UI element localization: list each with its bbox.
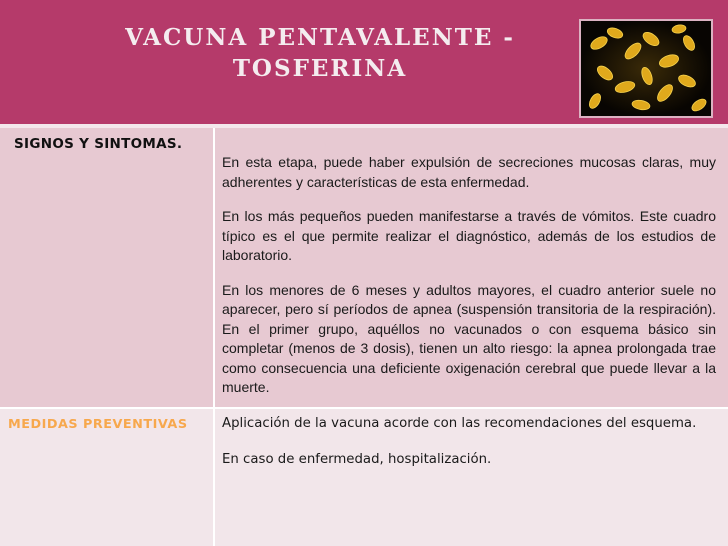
row-content-signos xyxy=(222,153,716,413)
slide-title-line2: TOSFERINA xyxy=(232,55,408,82)
table-row-medidas xyxy=(0,409,728,546)
row-label-signos: SIGNOS Y SINTOMAS. xyxy=(14,136,183,152)
bacteria-microscope-image xyxy=(579,19,713,118)
signos-paragraph-3: En los menores de 6 meses y adultos mayores, el cuadro anterior suele no aparecer, pero sí períodos de apnea (suspensión transitoria de la respiración). En el primer grupo, aquéllos no vacunados o con esquema básico sin completar (menos de 3 dosis), tienen un alto riesgo: la apnea prolongada trae como consecuencia una deficiente oxigenación cerebral que puede llevar a la muerte. xyxy=(222,281,716,395)
column-divider xyxy=(213,128,215,546)
slide-title-line1: VACUNA PENTAVALENTE - xyxy=(125,24,515,51)
info-table xyxy=(0,128,728,546)
signos-paragraph-2: En los más pequeños pueden manifestarse a través de vómitos. Este cuadro típico es el que permite realizar el diagnóstico, además de los estudios de laboratorio. xyxy=(222,208,716,263)
row-divider xyxy=(0,407,728,409)
bacteria-icon xyxy=(581,21,711,116)
row-label-medidas: MEDIDAS PREVENTIVAS xyxy=(8,417,188,432)
medidas-paragraph-2: En caso de enfermedad, hospitalización. xyxy=(222,451,492,467)
signos-paragraph-1: En esta etapa, puede haber expulsión de secreciones mucosas claras, muy adherentes y características de esta enfermedad. xyxy=(222,154,716,190)
medidas-paragraph-1: Aplicación de la vacuna acorde con las recomendaciones del esquema. xyxy=(222,416,697,431)
row-content-medidas xyxy=(222,414,716,485)
slide-header xyxy=(0,0,728,124)
table-row-signos xyxy=(0,128,728,407)
slide-title xyxy=(60,22,580,84)
